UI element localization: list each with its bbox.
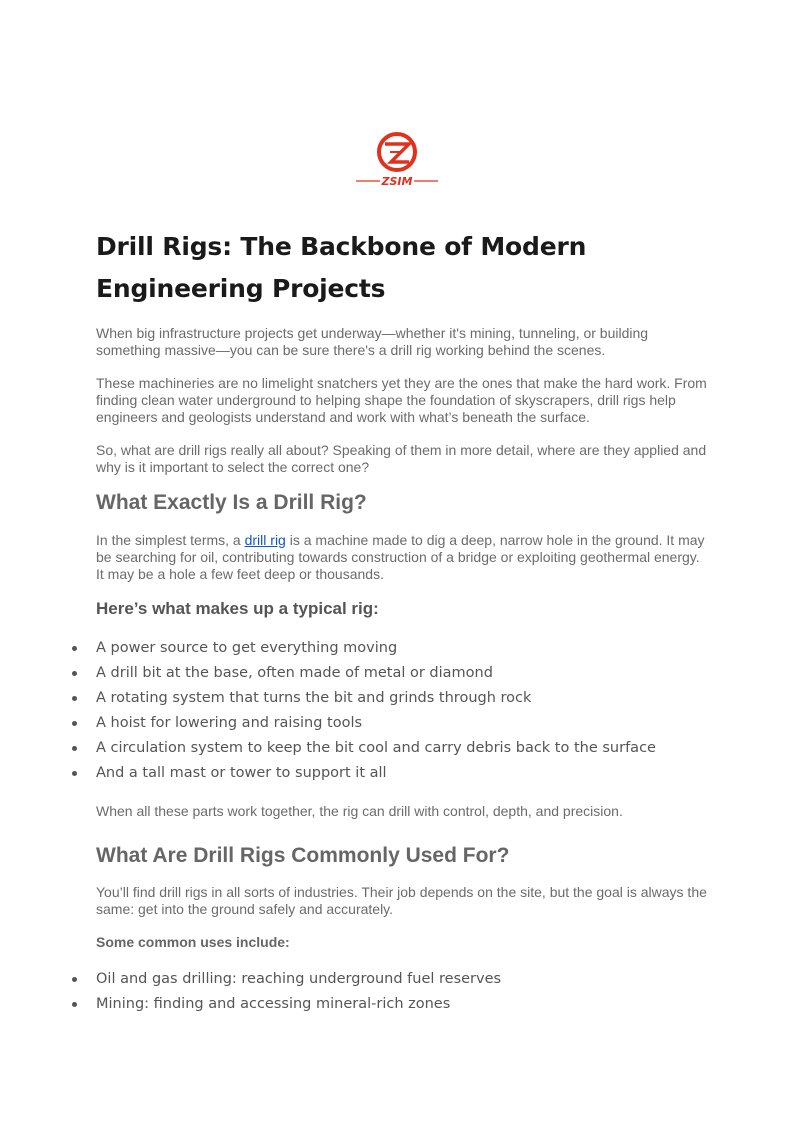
list-item bbox=[70, 711, 730, 736]
uses-list bbox=[70, 967, 730, 1017]
uses-subheading: Some common uses include: bbox=[96, 934, 290, 950]
list-item bbox=[70, 761, 730, 786]
list-item bbox=[70, 992, 730, 1017]
bullet-icon bbox=[72, 721, 77, 726]
zsim-logo bbox=[354, 132, 440, 190]
components-closing-paragraph: When all these parts work together, the rig can drill with control, depth, and precision. bbox=[96, 803, 623, 819]
drill-rig-link[interactable]: drill rig bbox=[244, 532, 286, 548]
page-title: Drill Rigs: The Backbone of Modern Engineering Projects bbox=[96, 232, 587, 303]
list-item-text: A drill bit at the base, often made of metal or diamond bbox=[96, 665, 493, 681]
bullet-icon bbox=[72, 646, 77, 651]
bullet-icon bbox=[72, 696, 77, 701]
list-item-text: A hoist for lowering and raising tools bbox=[96, 715, 363, 731]
list-item bbox=[70, 967, 730, 992]
list-item bbox=[70, 736, 730, 761]
components-list bbox=[70, 636, 730, 786]
list-item-text: A rotating system that turns the bit and grinds through rock bbox=[96, 690, 532, 706]
list-item bbox=[70, 686, 730, 711]
bullet-icon bbox=[72, 1002, 77, 1007]
definition-text-start: In the simplest terms, a bbox=[96, 532, 245, 548]
list-item-text: Mining: finding and accessing mineral-rich zones bbox=[96, 996, 451, 1012]
uses-paragraph: You’ll find drill rigs in all sorts of industries. Their job depends on the site, but the goal is always the same: get into the ground safely and accurately. bbox=[96, 884, 707, 917]
bullet-icon bbox=[72, 977, 77, 982]
list-item-text: A circulation system to keep the bit cool and carry debris back to the surface bbox=[96, 740, 656, 756]
list-item-text: Oil and gas drilling: reaching underground fuel reserves bbox=[96, 971, 502, 987]
logo-text: ZSIM bbox=[381, 175, 413, 188]
bullet-icon bbox=[72, 671, 77, 676]
definition-text-end: is a machine made to dig a deep, narrow hole in the ground. It may be searching for oil, contributing towards construction of a bridge or exploiting geothermal energy. It may be a hole a few feet deep or thousands. bbox=[96, 532, 705, 582]
list-item bbox=[70, 661, 730, 686]
bullet-icon bbox=[72, 771, 77, 776]
section-heading-uses: What Are Drill Rigs Commonly Used For? bbox=[96, 844, 510, 867]
list-item bbox=[70, 636, 730, 661]
definition-paragraph bbox=[96, 532, 708, 583]
list-item-text: And a tall mast or tower to support it all bbox=[96, 765, 387, 781]
intro-paragraph-2: These machineries are no limelight snatchers yet they are the ones that make the hard work. From finding clean water underground to helping shape the foundation of skyscrapers, drill rigs help engineers and geologists understand and work with what’s beneath the surface. bbox=[96, 375, 707, 425]
components-subheading: Here’s what makes up a typical rig: bbox=[96, 599, 379, 618]
intro-paragraph-1: When big infrastructure projects get underway—whether it's mining, tunneling, or building something massive—you can be sure there's a drill rig working behind the scenes. bbox=[96, 325, 649, 358]
list-item-text: A power source to get everything moving bbox=[96, 640, 398, 656]
bullet-icon bbox=[72, 746, 77, 751]
intro-paragraph-3: So, what are drill rigs really all about? Speaking of them in more detail, where are they applied and why is it important to select the correct one? bbox=[96, 442, 707, 475]
section-heading-what-is: What Exactly Is a Drill Rig? bbox=[96, 491, 367, 514]
